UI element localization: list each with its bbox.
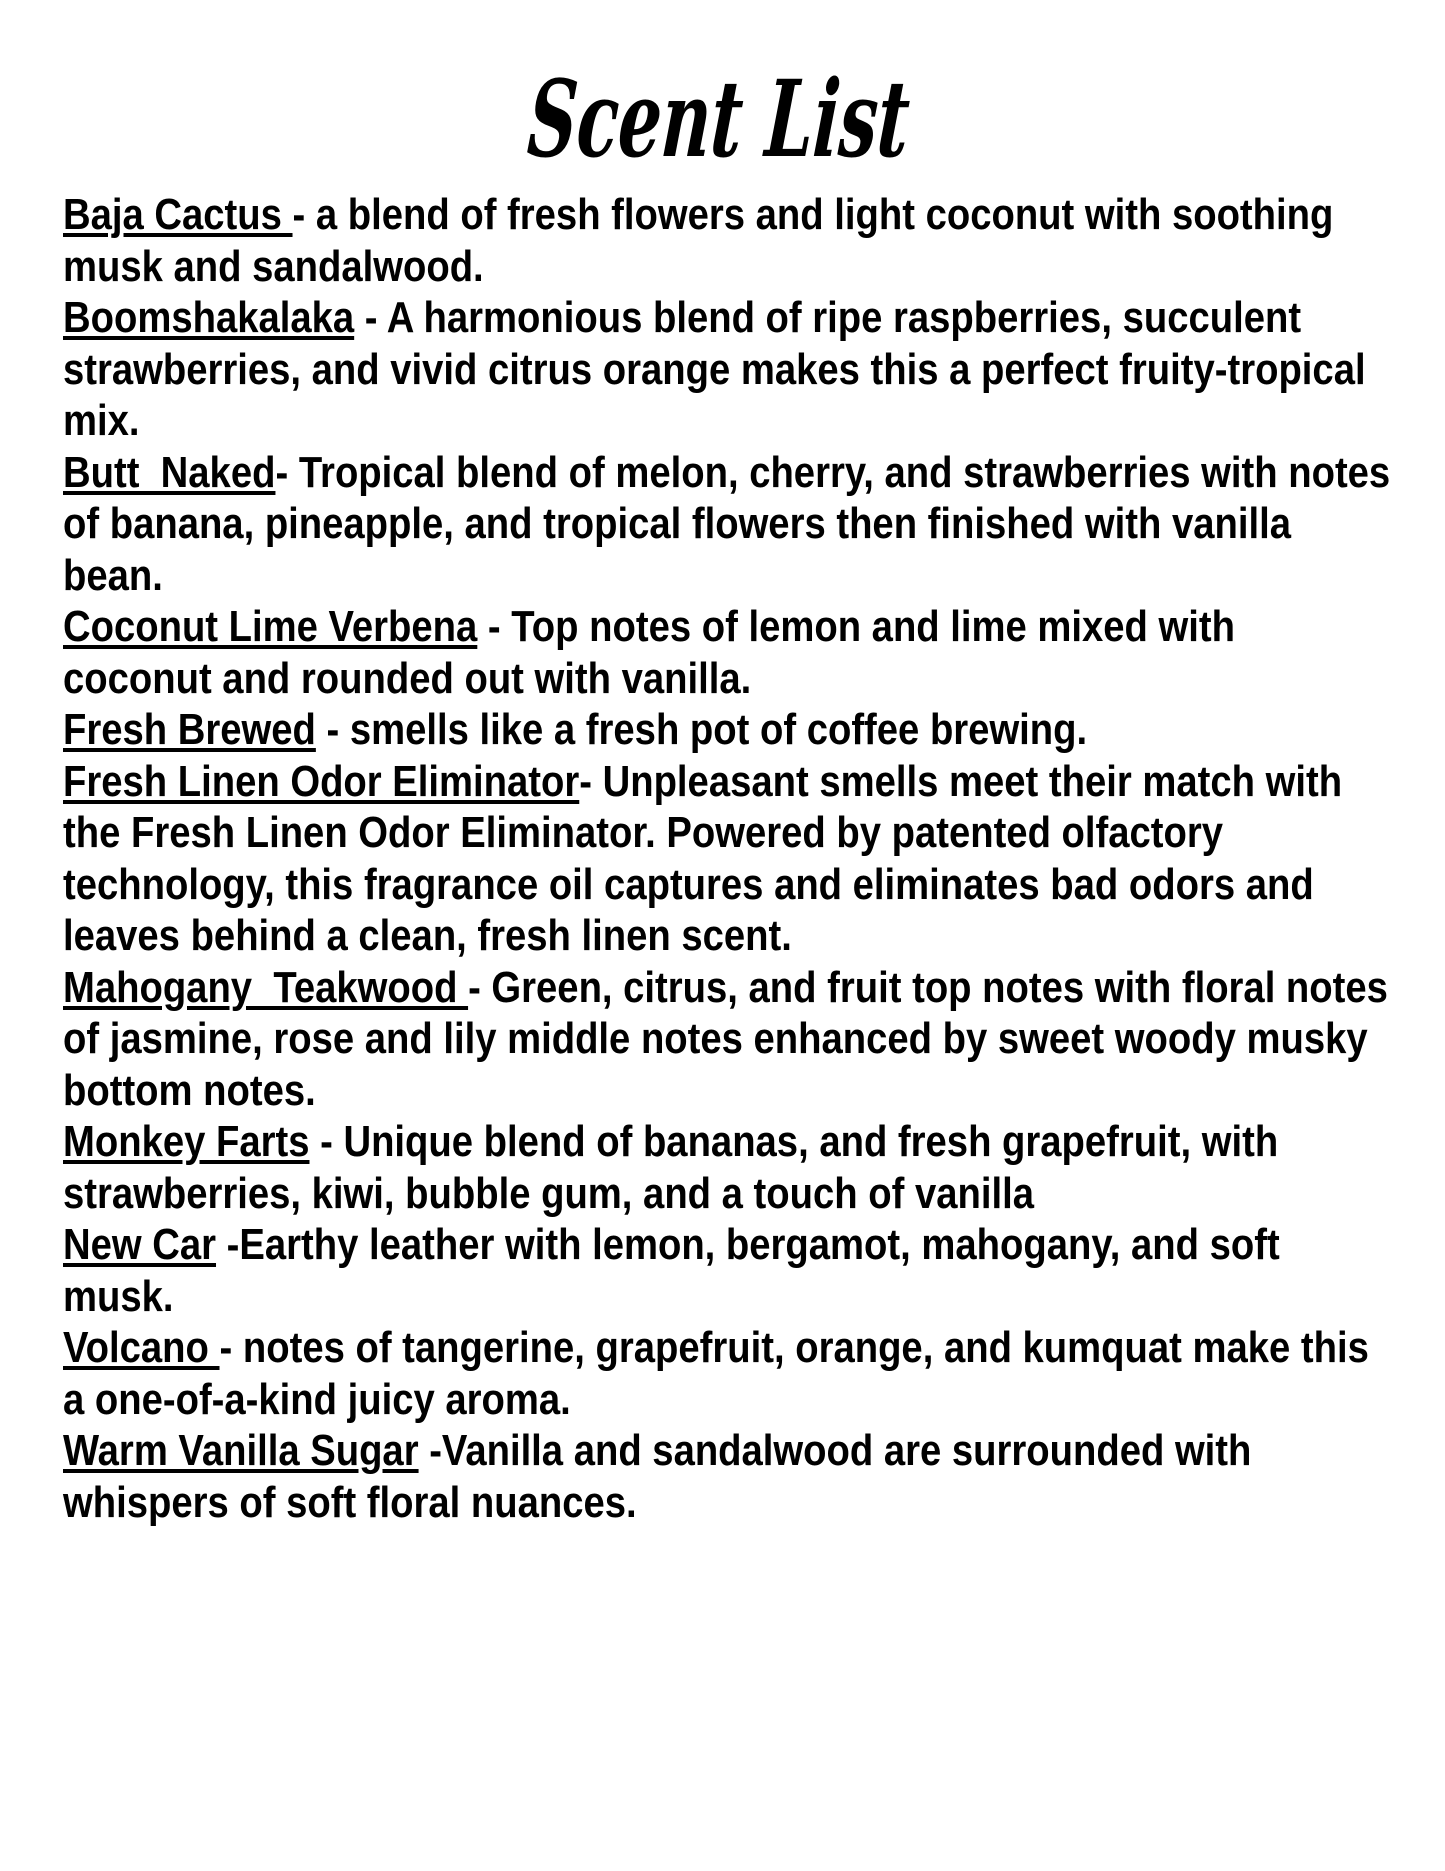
scent-name: Coconut Lime Verbena: [63, 602, 478, 651]
scent-description: - notes of tangerine, grapefruit, orange, and kumquat make this a one-of-a-kind juicy aroma.: [63, 1323, 1380, 1424]
scent-description: - Green, citrus, and fruit top notes with floral notes of jasmine, rose and lily middle notes enhanced by sweet woody musky bottom notes.: [63, 962, 1399, 1115]
scent-entry: [63, 962, 1399, 1117]
scent-name: Mahogany Teakwood: [63, 962, 469, 1012]
scent-entry: [63, 704, 1393, 756]
scent-description: - smells like a fresh pot of coffee brewing.: [315, 705, 1088, 754]
scent-name: Butt Naked: [63, 447, 276, 497]
scent-name: New Car: [63, 1220, 217, 1269]
scent-list-column: [63, 189, 1401, 1528]
page-title-text: Scent List: [524, 56, 914, 181]
scent-description: - Tropical blend of melon, cherry, and strawberries with notes of banana, pineapple, and tropical flowers then finished with vanilla bean.: [63, 447, 1401, 600]
scent-description: - A harmonious blend of ripe raspberries, succulent strawberries, and vivid citrus orange makes this a perfect fruity-tropical mix.: [63, 293, 1377, 445]
scent-description: - Top notes of lemon and lime mixed with coconut and rounded out with vanilla.: [63, 602, 1246, 703]
scent-description: -Vanilla and sandalwood are surrounded with whispers of soft floral nuances.: [63, 1426, 1263, 1527]
scent-entry: [63, 756, 1393, 962]
scent-entry: [63, 447, 1401, 602]
scent-entry: [63, 1116, 1393, 1219]
scent-entry: [63, 189, 1393, 292]
scent-description: - Unique blend of bananas, and fresh grapefruit, with strawberries, kiwi, bubble gum, and a touch of vanilla: [63, 1117, 1289, 1218]
scent-entry: [63, 1322, 1393, 1425]
scent-name: Fresh Brewed: [63, 705, 316, 754]
scent-description: -Earthy leather with lemon, bergamot, mahogany, and soft musk.: [63, 1220, 1291, 1321]
scent-entry: [63, 601, 1393, 704]
scent-entry: [63, 1425, 1393, 1528]
scent-description: - a blend of fresh flowers and light coconut with soothing musk and sandalwood.: [63, 190, 1345, 291]
scent-description: - Unpleasant smells meet their match with the Fresh Linen Odor Eliminator. Powered by patented olfactory technology, this fragrance oil captures and eliminates bad odors and leaves behind a clean, fresh linen scent.: [63, 756, 1353, 960]
page-title: [0, 56, 1445, 186]
scent-name: Baja Cactus: [63, 190, 293, 239]
scent-list: [63, 189, 1401, 1528]
scent-name: Volcano: [63, 1323, 220, 1372]
scent-name: Fresh Linen Odor Eliminator: [63, 756, 580, 806]
scent-name: Boomshakalaka: [63, 293, 355, 342]
scent-name: Monkey Farts: [63, 1117, 310, 1166]
scent-name: Warm Vanilla Sugar: [63, 1426, 419, 1475]
scent-entry: [63, 1219, 1393, 1322]
scent-entry: [63, 292, 1393, 447]
